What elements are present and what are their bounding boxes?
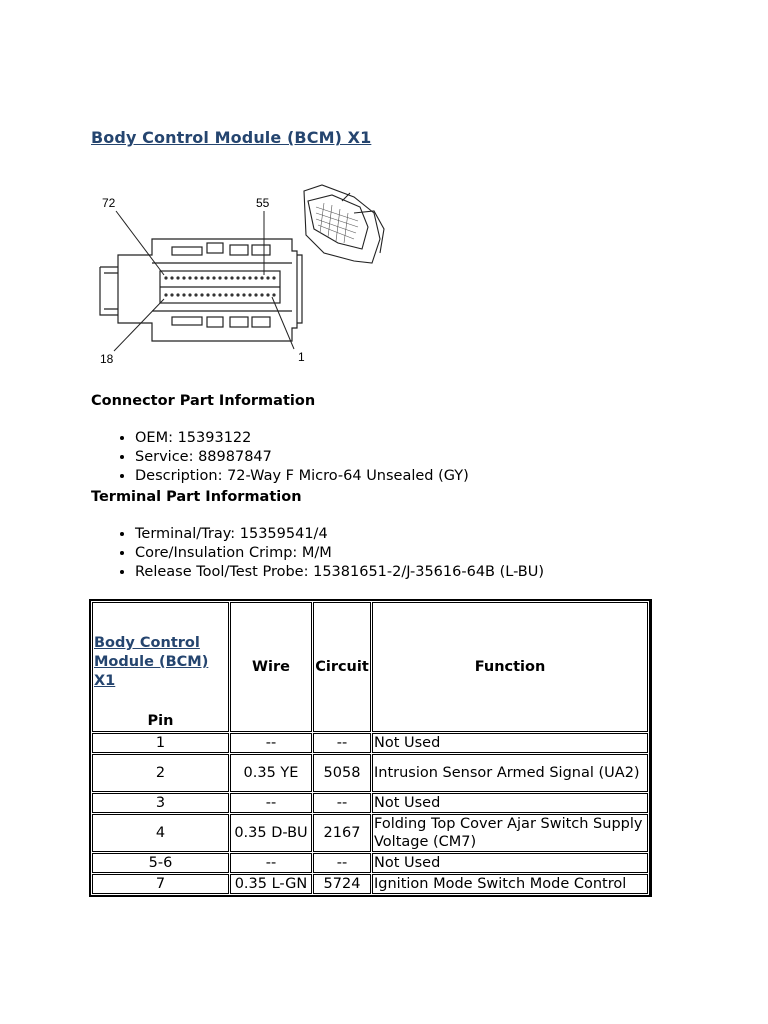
pin-column-header	[92, 602, 229, 732]
table-row	[92, 754, 648, 792]
wire-cell: 0.35 L-GN	[230, 874, 312, 894]
connector-part-list	[91, 429, 469, 486]
connector-part-heading: Connector Part Information	[91, 393, 316, 409]
page-title[interactable]: Body Control Module (BCM) X1	[91, 128, 372, 147]
wire-column-header: Wire	[230, 602, 312, 732]
wire-cell: 0.35 D-BU	[230, 814, 312, 852]
pin-cell: 7	[92, 874, 229, 894]
pinout-table	[89, 599, 652, 897]
table-row	[92, 793, 648, 813]
circuit-cell: 5724	[313, 874, 371, 894]
circuit-cell: 2167	[313, 814, 371, 852]
connector-diagram	[92, 183, 392, 373]
diagram-label-1: 1	[298, 350, 305, 364]
table-row	[92, 733, 648, 753]
function-cell: Folding Top Cover Ajar Switch Supply Voltage (CM7)	[372, 814, 648, 852]
list-item: • Service: 88987847	[135, 448, 469, 467]
pin-cell: 3	[92, 793, 229, 813]
list-item: • OEM: 15393122	[135, 429, 469, 448]
pin-cell: 1	[92, 733, 229, 753]
diagram-label-72: 72	[102, 196, 116, 210]
circuit-cell: 5058	[313, 754, 371, 792]
function-cell: Ignition Mode Switch Mode Control	[372, 874, 648, 894]
pin-header-label: Pin	[147, 713, 174, 729]
list-item: • Core/Insulation Crimp: M/M	[135, 544, 544, 563]
diagram-label-18: 18	[100, 352, 114, 366]
circuit-column-header: Circuit	[313, 602, 371, 732]
terminal-part-list	[91, 525, 544, 582]
circuit-cell: --	[313, 733, 371, 753]
wire-cell: 0.35 YE	[230, 754, 312, 792]
wire-cell: --	[230, 853, 312, 873]
circuit-cell: --	[313, 853, 371, 873]
module-header-link[interactable]: Body Control Module (BCM) X1	[94, 635, 209, 689]
wire-cell: --	[230, 793, 312, 813]
function-cell: Not Used	[372, 733, 648, 753]
function-cell: Intrusion Sensor Armed Signal (UA2)	[372, 754, 648, 792]
function-cell: Not Used	[372, 853, 648, 873]
pin-cell: 2	[92, 754, 229, 792]
pin-cell: 5-6	[92, 853, 229, 873]
circuit-cell: --	[313, 793, 371, 813]
list-item: • Description: 72-Way F Micro-64 Unsealed (GY)	[135, 467, 469, 486]
function-cell: Not Used	[372, 793, 648, 813]
table-row	[92, 874, 648, 894]
table-row	[92, 814, 648, 852]
list-item: • Release Tool/Test Probe: 15381651-2/J-35616-64B (L-BU)	[135, 563, 544, 582]
table-row	[92, 853, 648, 873]
wire-cell: --	[230, 733, 312, 753]
function-column-header: Function	[372, 602, 648, 732]
list-item: • Terminal/Tray: 15359541/4	[135, 525, 544, 544]
diagram-label-55: 55	[256, 196, 270, 210]
table-header-row	[92, 602, 648, 732]
pin-cell: 4	[92, 814, 229, 852]
terminal-part-heading: Terminal Part Information	[91, 489, 302, 505]
